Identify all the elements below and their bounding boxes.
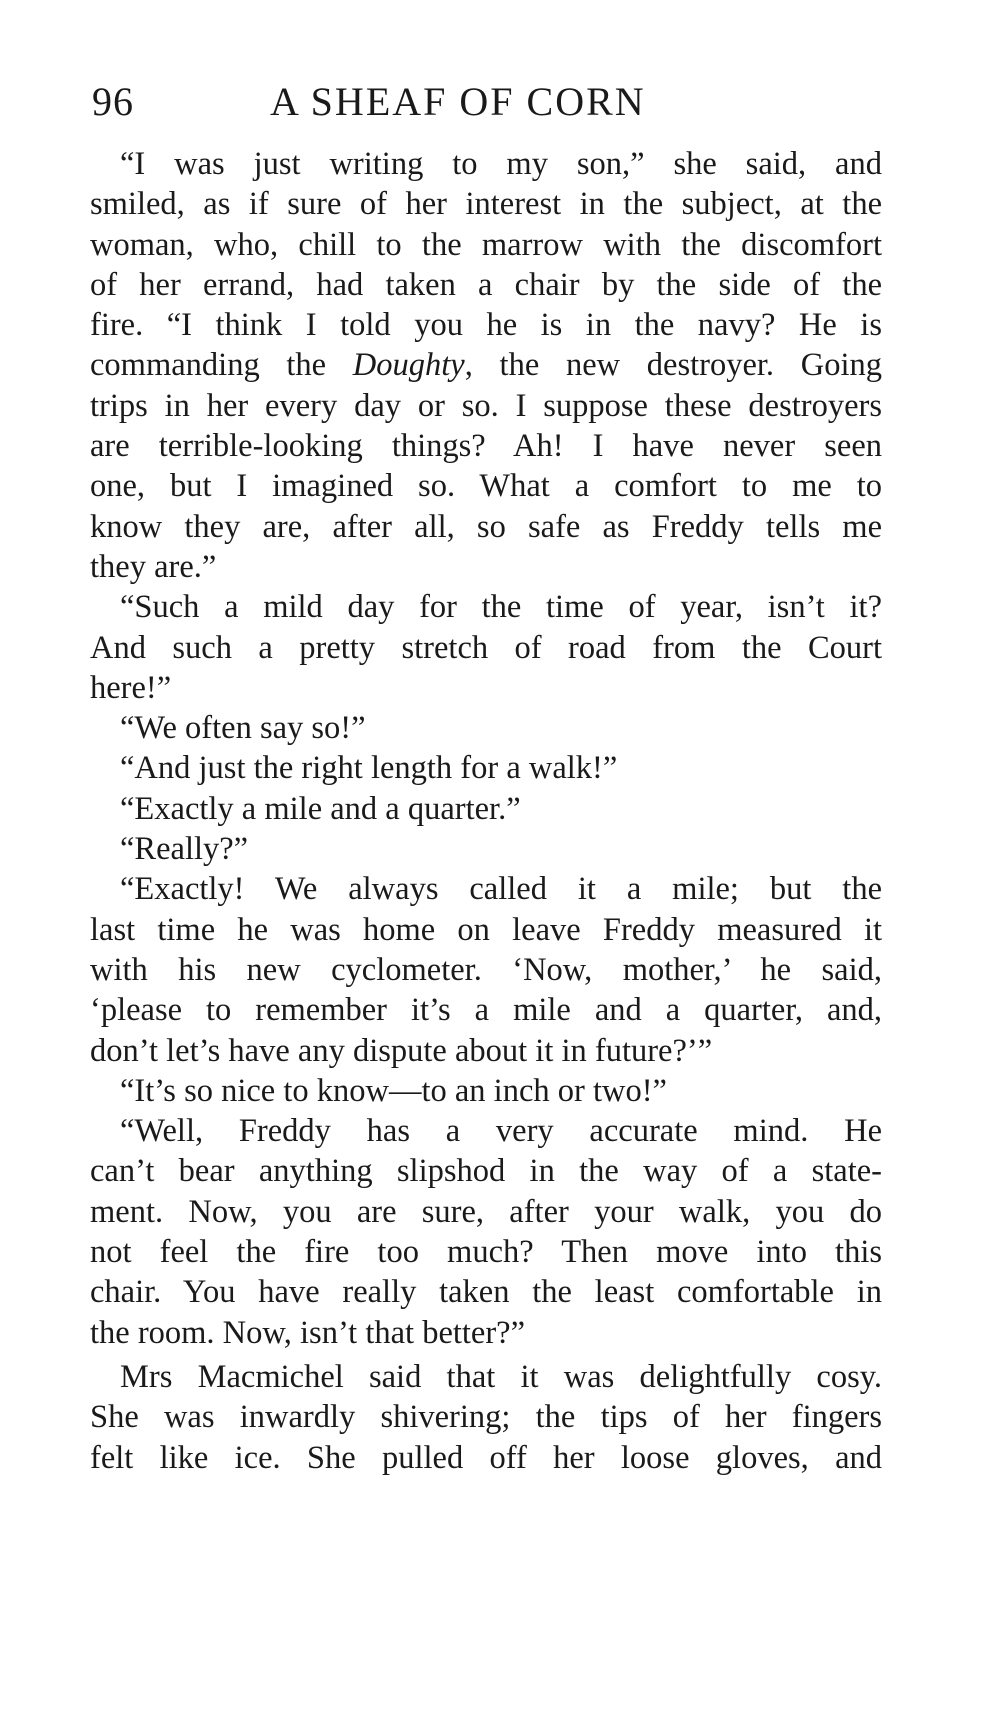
text-line: the room. Now, isn’t that better?”: [90, 1314, 526, 1351]
text-line: She was inwardly shivering; the tips of her fingers: [90, 1399, 882, 1436]
text-line: “Exactly a mile and a quarter.”: [120, 790, 521, 827]
text-line: “And just the right length for a walk!”: [120, 750, 618, 787]
text-line: one, but I imagined so. What a comfort to me to: [90, 468, 882, 505]
text-line: with his new cyclometer. ‘Now, mother,’ he said,: [90, 951, 882, 988]
text-line: not feel the fire too much? Then move into this: [90, 1234, 882, 1271]
text-line: “Well, Freddy has a very accurate mind. He: [120, 1113, 882, 1150]
text-line: smiled, as if sure of her interest in the subject, at the: [90, 186, 882, 223]
text-line: here!”: [90, 669, 172, 706]
text-line: know they are, after all, so safe as Freddy tells me: [90, 508, 882, 545]
text-line: felt like ice. She pulled off her loose gloves, and: [90, 1439, 882, 1476]
text-line: woman, who, chill to the marrow with the discomfort: [90, 226, 882, 263]
text-line: And such a pretty stretch of road from the Court: [90, 629, 882, 666]
text-line: “We often say so!”: [120, 710, 366, 747]
text-line: last time he was home on leave Freddy measured it: [90, 911, 882, 948]
text-line: trips in her every day or so. I suppose these destroyers: [90, 387, 882, 424]
text-line: of her errand, had taken a chair by the side of the: [90, 266, 882, 303]
page-number: 96: [92, 79, 134, 124]
text-line: can’t bear anything slipshod in the way of a state-: [90, 1153, 882, 1190]
text-line: “It’s so nice to know—to an inch or two!”: [120, 1072, 667, 1109]
book-title: A SHEAF OF CORN: [270, 79, 646, 124]
text-line: “Exactly! We always called it a mile; but the: [120, 871, 882, 908]
text-line: “I was just writing to my son,” she said, and: [120, 146, 882, 182]
text-line: “Such a mild day for the time of year, isn’t it?: [120, 589, 882, 626]
ship-name: Doughty: [352, 347, 465, 384]
text-line: don’t let’s have any dispute about it in future?’”: [90, 1032, 713, 1069]
text-line: chair. You have really taken the least comfortable in: [90, 1274, 882, 1311]
running-head: [92, 78, 882, 128]
text-line: “Really?”: [120, 831, 249, 868]
text-line: commanding the Doughty, the new destroyer. Going: [90, 347, 882, 384]
text-line: they are.”: [90, 548, 217, 585]
text-line: are terrible-looking things? Ah! I have never seen: [90, 428, 882, 465]
text-line: Mrs Macmichel said that it was delightfully cosy.: [120, 1358, 882, 1395]
text-line: fire. “I think I told you he is in the navy? He is: [90, 307, 882, 344]
text-line: ‘please to remember it’s a mile and a quarter, and,: [90, 992, 882, 1029]
body-text: [90, 144, 882, 1478]
text-line: ment. Now, you are sure, after your walk, you do: [90, 1193, 882, 1230]
